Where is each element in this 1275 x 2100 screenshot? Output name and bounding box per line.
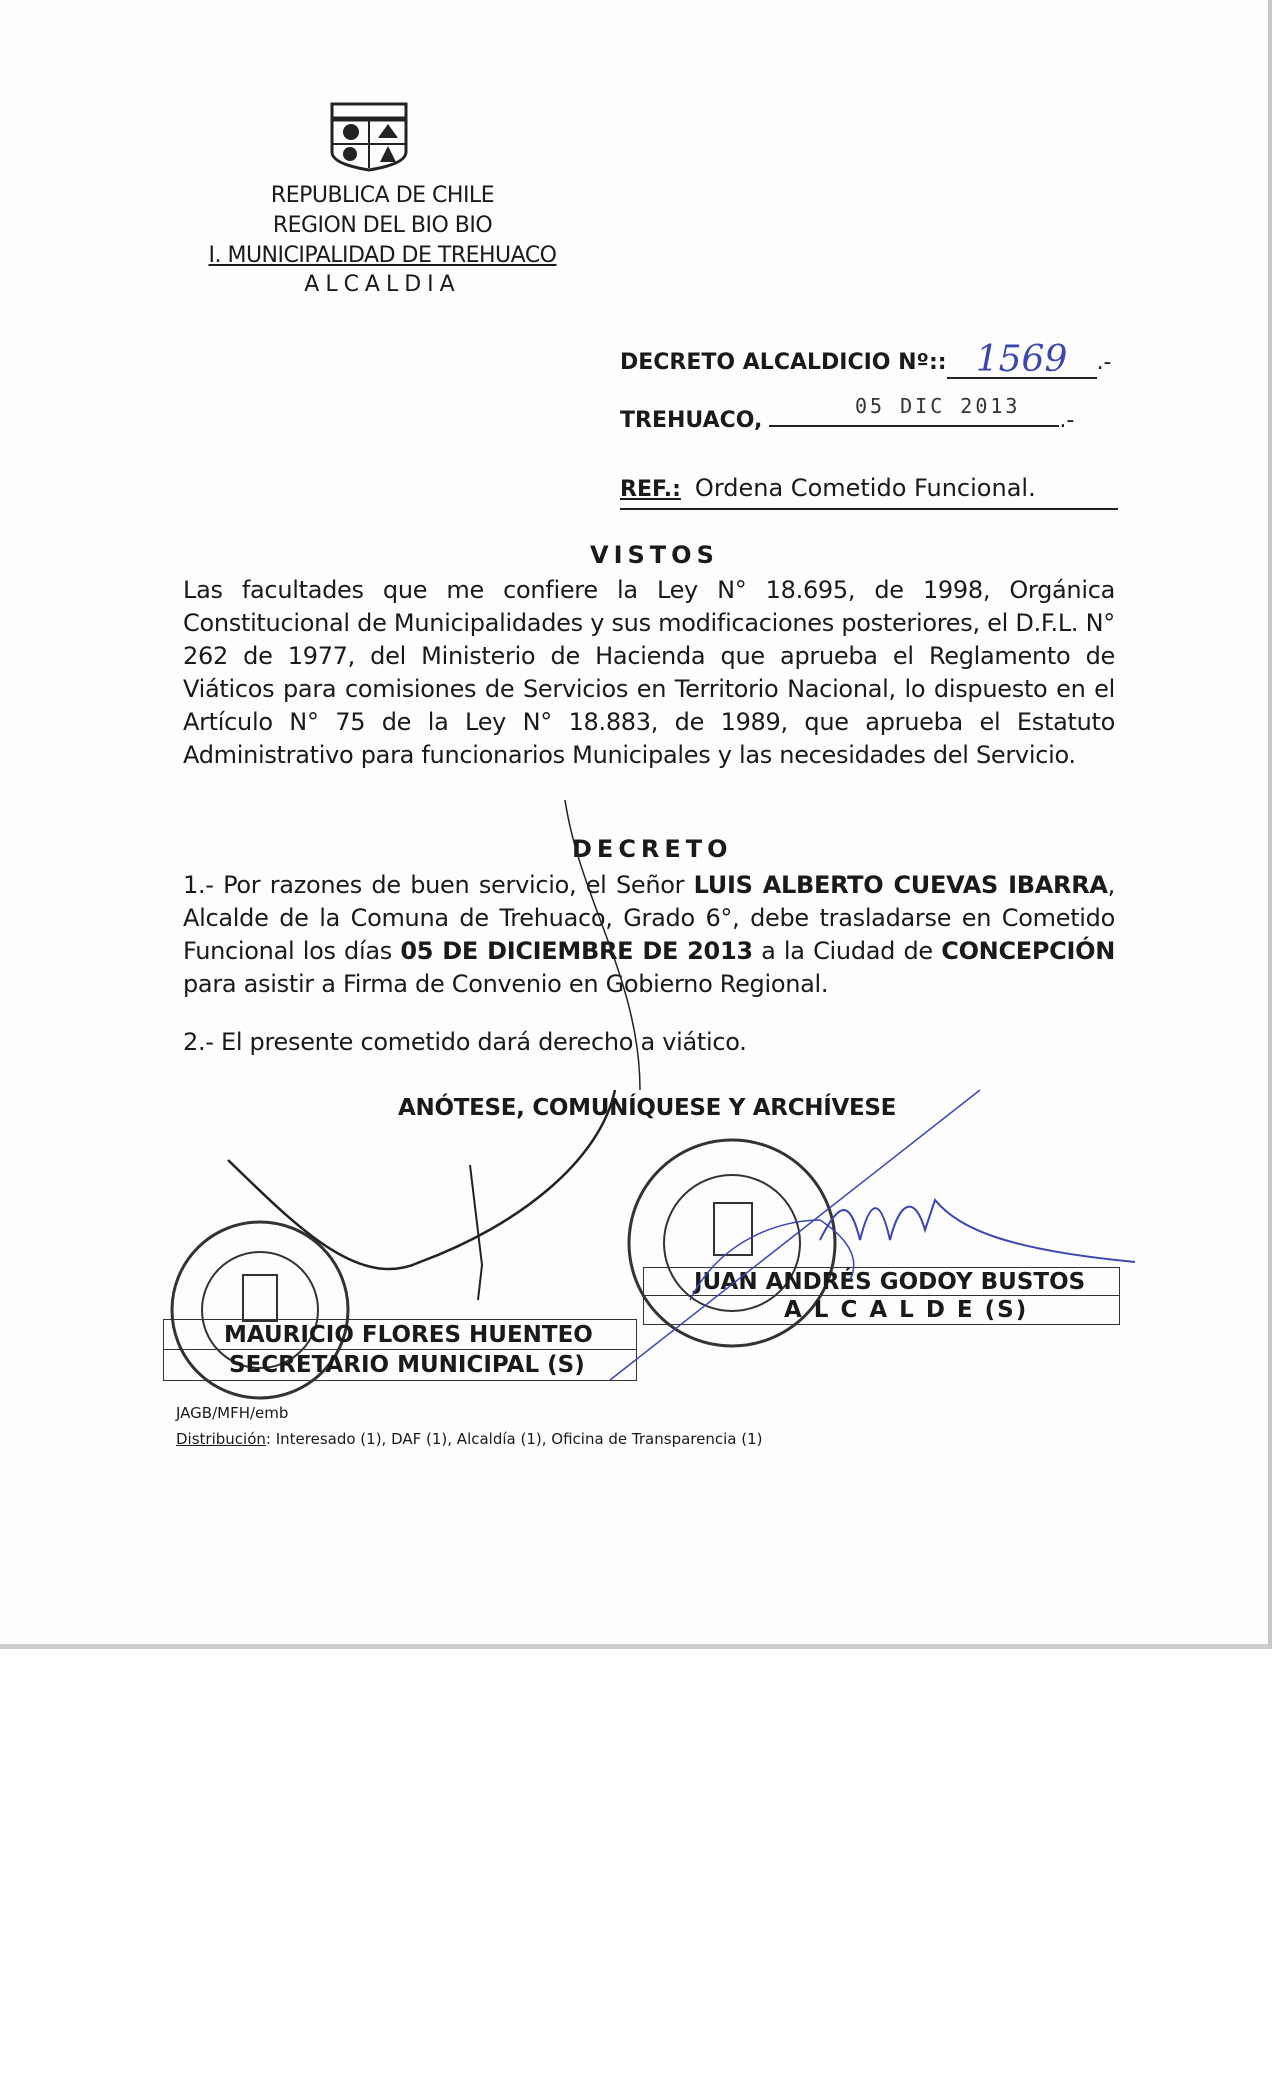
header-country: REPUBLICA DE CHILE	[270, 183, 495, 208]
distribution-text: : Interesado (1), DAF (1), Alcaldía (1), Oficina de Transparencia (1)	[265, 1430, 763, 1448]
vistos-heading: VISTOS	[590, 541, 719, 569]
decree-number-field: DECRETO ALCALDICIO Nº:: 1569 .-	[620, 339, 1112, 380]
secretary-name: MAURICIO FLORES HUENTEO	[164, 1320, 636, 1350]
decree-item-2: 2.- El presente cometido dará derecho a viático.	[183, 1028, 747, 1056]
decree-number-value: 1569	[975, 339, 1068, 380]
date-stamp: 05 DIC 2013	[855, 394, 1021, 418]
distribution-label: Distribución	[176, 1430, 266, 1448]
header-office: ALCALDIA	[304, 272, 461, 297]
travel-date: 05 DE DICIEMBRE DE 2013	[400, 937, 753, 965]
place-date-field: TREHUACO, .-	[620, 408, 1075, 433]
destination-city: CONCEPCIÓN	[941, 937, 1115, 965]
initials: JAGB/MFH/emb	[176, 1404, 289, 1422]
closing-formula: ANÓTESE, COMUNÍQUESE Y ARCHÍVESE	[398, 1095, 897, 1121]
secretary-title: SECRETARIO MUNICIPAL (S)	[229, 1352, 585, 1378]
ref-label: REF.:	[620, 477, 681, 502]
vistos-paragraph: Las facultades que me confiere la Ley N° 18.695, de 1998, Orgánica Constitucional de Municipalidades y sus modificaciones posteriores, el D.F.L. N° 262 de 1977, del Ministerio de Hacienda que aprueba el Reglamento de Viáticos para comisiones de Servicios en Territorio Nacional, lo dispuesto en el Artículo N° 75 de la Ley N° 18.883, de 1989, que aprueba el Estatuto Administrativo para funcionarios Municipales y las necesidades del Servicio.	[183, 576, 1115, 769]
decree-number-label: DECRETO ALCALDICIO Nº::	[620, 350, 947, 375]
distribution	[176, 1430, 762, 1448]
item1-text: a la Ciudad de	[752, 937, 942, 965]
item1-text: para asistir a Firma de Convenio en Gobierno Regional.	[183, 970, 829, 998]
place-label: TREHUACO,	[620, 408, 763, 433]
header-municipality: I. MUNICIPALIDAD DE TREHUACO	[208, 243, 557, 268]
header-region: REGION DEL BIO BIO	[272, 213, 493, 238]
item1-text: 1.- Por razones de buen servicio, el Señor	[183, 871, 694, 899]
mayor-name: JUAN ANDRÉS GODOY BUSTOS	[644, 1268, 1119, 1296]
decreto-heading: DECRETO	[572, 835, 733, 863]
ref-text: Ordena Cometido Funcional.	[694, 474, 1036, 502]
traveler-name: LUIS ALBERTO CUEVAS IBARRA	[693, 871, 1108, 899]
item1-text: , Alcalde de la Comuna de Trehuaco, Grado 6°, debe trasladarse en Cometido Funcional los días	[183, 871, 1115, 965]
mayor-title: A L C A L D E (S)	[784, 1297, 1029, 1323]
